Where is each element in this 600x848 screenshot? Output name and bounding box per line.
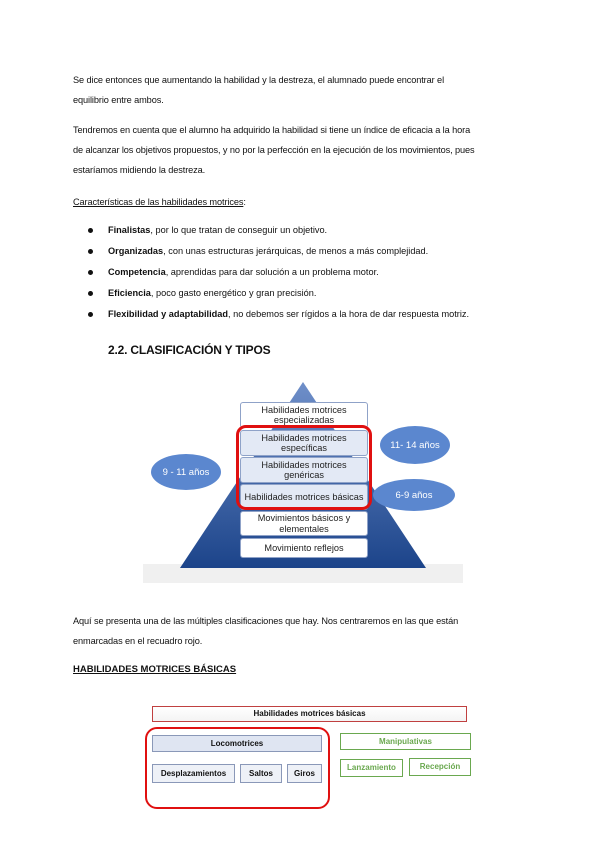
bullet-icon: [88, 249, 93, 254]
list-item: Eficiencia, poco gasto energético y gran precisión.: [88, 283, 469, 304]
p2-line3: estaríamos midiendo la destreza.: [73, 165, 206, 175]
giros-box: Giros: [287, 764, 322, 783]
p1-line1: Se dice entonces que aumentando la habilidad y la destreza, el alumnado puede encontrar el: [73, 75, 445, 85]
layer-genericas: Habilidades motrices genéricas: [240, 457, 368, 483]
after-line2: enmarcadas en el recuadro rojo.: [73, 636, 203, 646]
bullet-icon: [88, 270, 93, 275]
after-line1: Aquí se presenta una de las múltiples clasificaciones que hay. Nos centraremos en las que están: [73, 616, 459, 626]
age-9-11-label: 9 - 11 años: [151, 454, 221, 490]
paragraph-2: [73, 120, 533, 180]
bullet-icon: [88, 312, 93, 317]
desplazamientos-box: Desplazamientos: [152, 764, 235, 783]
locomotrices-box: Locomotrices: [152, 735, 322, 752]
saltos-box: Saltos: [240, 764, 282, 783]
bullet-icon: [88, 228, 93, 233]
list-item: Finalistas, por lo que tratan de conseguir un objetivo.: [88, 220, 469, 241]
list-item: Competencia, aprendidas para dar solución a un problema motor.: [88, 262, 469, 283]
pyramid-figure: [143, 378, 463, 583]
layer-especificas: Habilidades motrices específicas: [240, 430, 368, 456]
p2-line2: de alcanzar los objetivos propuestos, y no por la perfección en la ejecución de los movimientos, pues: [73, 145, 475, 155]
manipulativas-box: Manipulativas: [340, 733, 471, 750]
characteristics-heading: Características de las habilidades motrices:: [73, 197, 246, 207]
paragraph-after-figure: [73, 611, 533, 651]
list-item: Flexibilidad y adaptabilidad, no debemos ser rígidos a la hora de dar respuesta motriz.: [88, 304, 469, 325]
basic-skills-heading: HABILIDADES MOTRICES BÁSICAS: [73, 664, 237, 675]
paragraph-1: [73, 70, 533, 110]
p2-line1: Tendremos en cuenta que el alumno ha adquirido la habilidad si tiene un índice de eficacia a la hora: [73, 125, 471, 135]
layer-movimiento-reflejos: Movimiento reflejos: [240, 538, 368, 558]
layer-basicas: Habilidades motrices básicas: [240, 484, 368, 510]
highlight-box: [236, 425, 372, 510]
p1-line2: equilibrio entre ambos.: [73, 95, 164, 105]
section-title: 2.2. CLASIFICACIÓN Y TIPOS: [108, 343, 271, 357]
layer-movimientos-basicos: Movimientos básicos y elementales: [240, 511, 368, 536]
age-6-9-label: 6-9 años: [373, 479, 455, 511]
age-11-14-label: 11- 14 años: [380, 426, 450, 464]
characteristics-list: [88, 220, 469, 325]
list-item: Organizadas, con unas estructuras jerárquicas, de menos a más complejidad.: [88, 241, 469, 262]
bullet-icon: [88, 291, 93, 296]
layer-especializadas: Habilidades motrices especializadas: [240, 402, 368, 428]
diagram-title: Habilidades motrices básicas: [152, 706, 467, 722]
recepcion-box: Recepción: [409, 758, 471, 776]
lanzamiento-box: Lanzamiento: [340, 759, 403, 777]
